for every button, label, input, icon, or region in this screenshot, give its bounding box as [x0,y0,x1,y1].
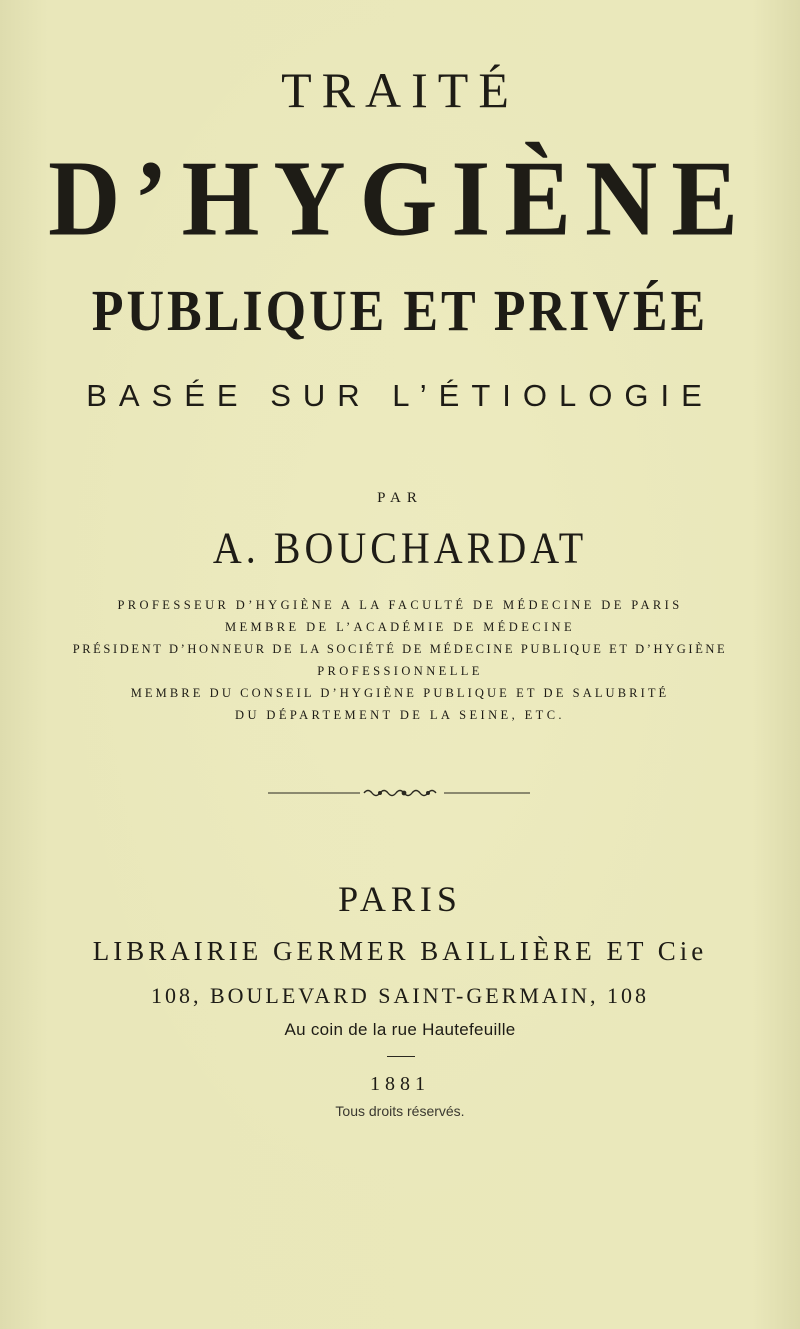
title-line-traite: TRAITÉ [281,62,519,118]
short-divider [387,1056,415,1057]
imprint-corner: Au coin de la rue Hautefeuille [284,1020,516,1039]
credential-line: DU DÉPARTEMENT DE LA SEINE, ETC. [235,708,565,722]
imprint-year: 1881 [370,1073,430,1095]
imprint-address: 108, BOULEVARD SAINT-GERMAIN, 108 [150,983,650,1008]
imprint-publisher: LIBRAIRIE GERMER BAILLIÈRE ET Cie [92,936,708,966]
credential-line: PRÉSIDENT D’HONNEUR DE LA SOCIÉTÉ DE MÉDECINE PUBLIQUE ET D’HYGIÈNE [72,642,728,656]
imprint-city: PARIS [338,879,462,919]
by-label: PAR [377,490,423,506]
credential-line: PROFESSEUR D’HYGIÈNE A LA FACULTÉ DE MÉDECINE DE PARIS [117,598,683,612]
credential-line: PROFESSIONNELLE [317,664,483,678]
credential-line: MEMBRE DU CONSEIL D’HYGIÈNE PUBLIQUE ET DE SALUBRITÉ [130,686,670,700]
credential-line: MEMBRE DE L’ACADÉMIE DE MÉDECINE [225,620,575,634]
subtitle: BASÉE SUR L’ÉTIOLOGIE [86,378,714,413]
author-name: A. BOUCHARDAT [212,522,588,573]
title-line-publique: PUBLIQUE ET PRIVÉE [91,279,709,344]
title-line-hygiene: D’HYGIÈNE [48,138,752,259]
imprint-rights: Tous droits réservés. [335,1103,465,1119]
ornamental-rule [268,785,538,801]
